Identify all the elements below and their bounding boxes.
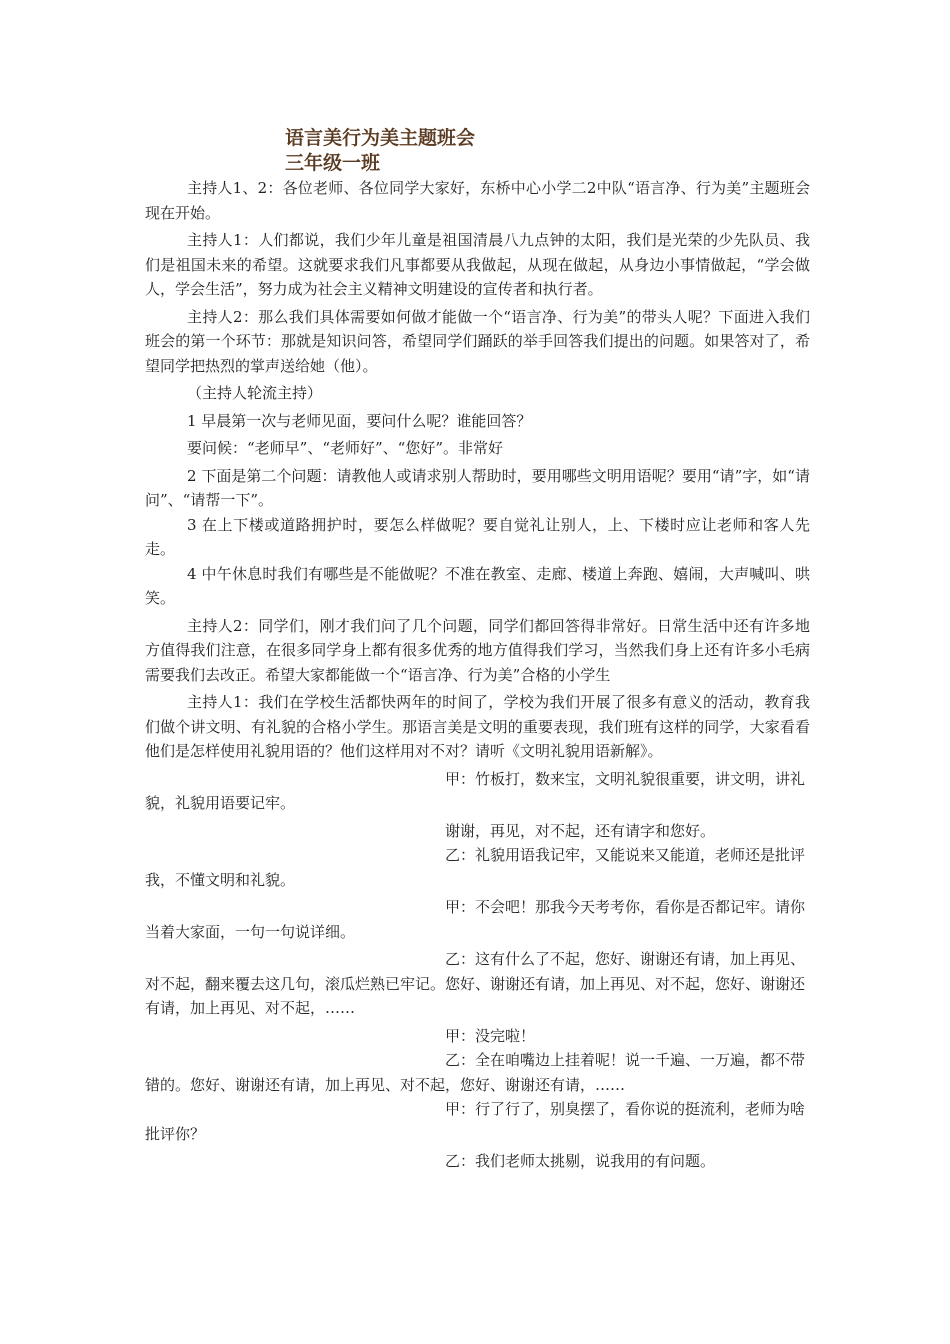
dialogue-line: 乙：全在咱嘴边上挂着呢！说一千遍、一万遍，都不带错的。您好、谢谢还有请，加上再见、对不起，您好、谢谢还有请，…… bbox=[145, 1051, 806, 1094]
paragraph-opening: 主持人1、2：各位老师、各位同学大家好，东桥中心小学二2中队“语言净、行为美”主题班会现在开始。 bbox=[145, 179, 810, 222]
paragraph-host2-intro: 主持人2：那么我们具体需要如何做才能做一个“语言净、行为美”的带头人呢？下面进入我们班会的第一个环节：那就是知识问答，希望同学们踊跃的举手回答我们提出的问题。如果答对了，希望同学把热烈的掌声送给她（他）。 bbox=[145, 307, 810, 375]
dialogue-line: 乙：我们老师太挑剔，说我用的有问题。 bbox=[445, 1152, 716, 1170]
title-line-2: 三年级一班 bbox=[285, 152, 381, 174]
dialogue-line: 甲：竹板打，数来宝，文明礼貌很重要，讲文明，讲礼貌，礼貌用语要记牢。 bbox=[145, 769, 806, 812]
paragraph-host1-intro: 主持人1：人们都说，我们少年儿童是祖国清晨八九点钟的太阳，我们是光荣的少先队员、我们是祖国未来的希望。这就要求我们凡事都要从我做起，从现在做起，从身边小事情做起，“学会做人，学会生活”，努力成为社会主义精神文明建设的宣传者和执行者。 bbox=[145, 231, 810, 298]
dialogue-line: 甲：行了行了，别臭摆了，看你说的挺流利，老师为啥批评你？ bbox=[145, 1100, 806, 1143]
title-line-1: 语言美行为美主题班会 bbox=[285, 127, 476, 149]
dialogue-line: 甲：不会吧！那我今天考考你，看你是否都记牢。请你当着大家面，一句一句说详细。 bbox=[145, 898, 806, 941]
paragraph-host2-summary: 主持人2：同学们，刚才我们问了几个问题，同学们都回答得非常好。日常生活中还有许多地方值得我们注意，在很多同学身上都有很多优秀的地方值得我们学习，当然我们身上还有许多小毛病需要我们去改正。希望大家都能做一个“语言净、行为美”合格的小学生 bbox=[145, 616, 810, 684]
dialogue-line: 甲：没完啦！ bbox=[445, 1026, 536, 1045]
paragraph-host1-crosstalk-intro: 主持人1：我们在学校生活都快两年的时间了，学校为我们开展了很多有意义的活动，教育我们做个讲文明、有礼貌的合格小学生。那语言美是文明的重要表现，我们班有这样的同学，大家看看他们是怎样使用礼貌用语的？他们这样用对不对？请听《文明礼貌用语新解》。 bbox=[145, 693, 810, 760]
paragraph-hosts-rotate: （主持人轮流主持） bbox=[187, 384, 323, 402]
question-3: 3 在上下楼或道路拥护时，要怎么样做呢？要自觉礼让别人，上、下楼时应让老师和客人先走。 bbox=[145, 515, 810, 558]
document-title bbox=[285, 126, 475, 176]
question-4: 4 中午休息时我们有哪些是不能做呢？不准在教室、走廊、楼道上奔跑、嬉闹，大声喊叫、哄笑。 bbox=[145, 564, 810, 607]
dialogue-line: 乙：礼貌用语我记牢，又能说来又能道，老师还是批评我，不懂文明和礼貌。 bbox=[145, 846, 806, 889]
document-body bbox=[145, 176, 810, 1174]
question-2: 2 下面是第二个问题：请教他人或请求别人帮助时，要用哪些文明用语呢？要用“请”字，如“请问”、“请帮一下”。 bbox=[145, 466, 810, 509]
question-1: 1 早晨第一次与老师见面，要问什么呢？谁能回答？ bbox=[187, 411, 532, 430]
dialogue-line: 乙：这有什么了不起，您好、谢谢还有请，加上再见、对不起，翻来覆去这几句，滚瓜烂熟已牢记。您好、谢谢还有请，加上再见、对不起，您好、谢谢还有请，加上再见、对不起，…… bbox=[145, 950, 806, 1017]
dialogue-line: 谢谢，再见，对不起，还有请字和您好。 bbox=[445, 821, 716, 840]
answer-1: 要问候：“老师早”、“老师好”、“您好”。非常好 bbox=[187, 439, 504, 457]
